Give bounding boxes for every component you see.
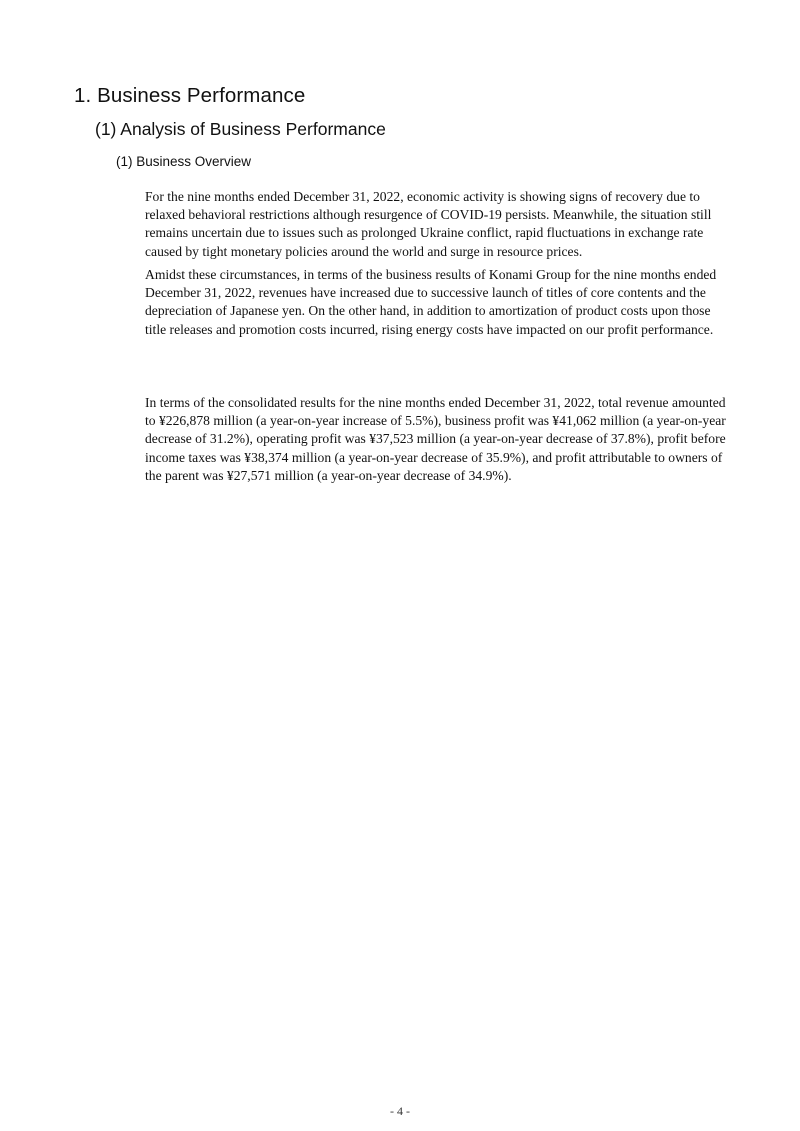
section-heading: 1. Business Performance <box>74 84 306 107</box>
subsection-heading: (1) Analysis of Business Performance <box>95 119 386 139</box>
topic-heading: (1) Business Overview <box>116 154 252 169</box>
overview-paragraph-economy: For the nine months ended December 31, 2022, economic activity is showing signs of recovery due to relaxed behavioral restrictions although resurgence of COVID-19 persists. Meanwhile, the situation still remains uncertain due to issues such as prolonged Ukraine conflict, rapid fluctuations in exchange rate caused by tight monetary policies around the world and surge in resource prices. <box>145 189 712 259</box>
page-number: - 4 - <box>390 1104 410 1118</box>
overview-paragraph-results: In terms of the consolidated results for the nine months ended December 31, 2022, total revenue amounted to ¥226,878 million (a year-on-year increase of 5.5%), business profit was ¥41,062 million (a year-on-year decrease of 31.2%), operating profit was ¥37,523 million (a year-on-year decrease of 37.8%), profit before income taxes was ¥38,374 million (a year-on-year decrease of 35.9%), and profit attributable to owners of the parent was ¥27,571 million (a year-on-year decrease of 34.9%). <box>145 395 726 483</box>
overview-paragraph-circumstances: Amidst these circumstances, in terms of the business results of Konami Group for the nine months ended December 31, 2022, revenues have increased due to successive launch of titles of core contents and the depreciation of Japanese yen. On the other hand, in addition to amortization of product costs upon those title releases and promotion costs incurred, rising energy costs have impacted on our profit performance. <box>145 267 717 337</box>
